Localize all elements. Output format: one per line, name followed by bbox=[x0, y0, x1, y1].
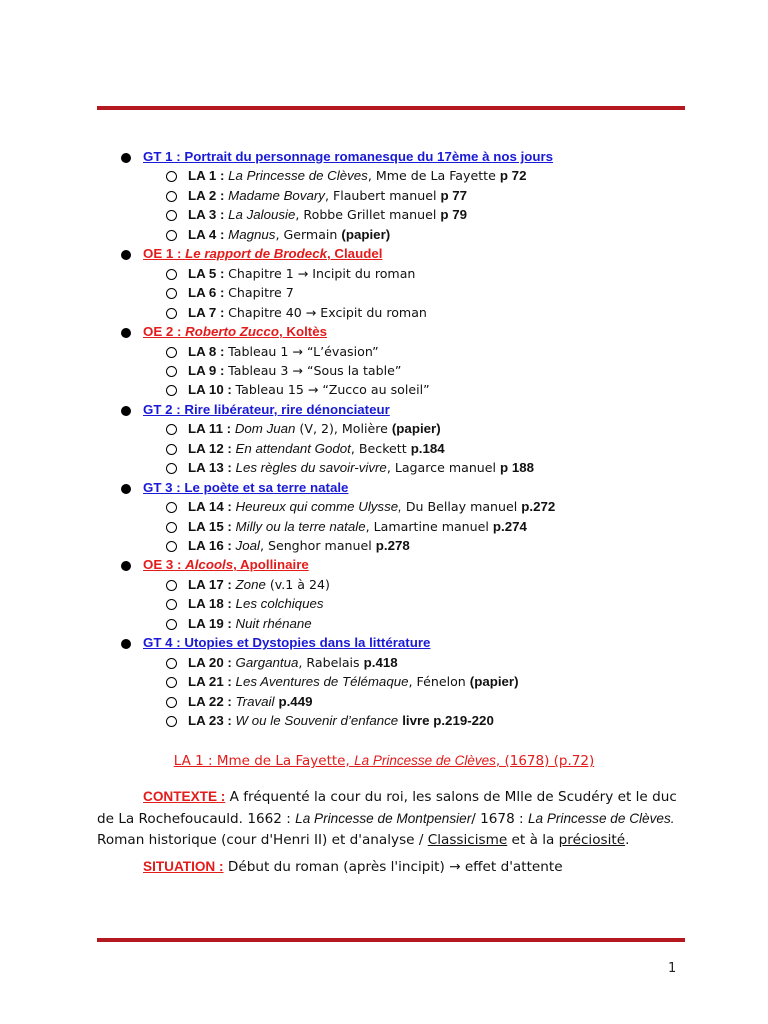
hollow-bullet-icon bbox=[166, 658, 177, 669]
hollow-bullet-icon bbox=[166, 541, 177, 552]
hollow-bullet-icon bbox=[166, 288, 177, 299]
list-item-text: LA 3 : La Jalousie, Robbe Grillet manuel p 79 bbox=[188, 207, 467, 223]
list-item-text: LA 6 : Chapitre 7 bbox=[188, 285, 294, 301]
list-item-text: LA 18 : Les colchiques bbox=[188, 596, 324, 612]
filled-bullet-icon bbox=[121, 561, 131, 571]
hollow-bullet-icon bbox=[166, 716, 177, 727]
list-item-text: GT 1 : Portrait du personnage romanesque du 17ème à nos jours bbox=[143, 149, 554, 164]
hollow-bullet-icon bbox=[166, 580, 177, 591]
hollow-bullet-icon bbox=[166, 269, 177, 280]
list-item-text: LA 5 : Chapitre 1 → Incipit du roman bbox=[188, 265, 416, 281]
hollow-bullet-icon bbox=[166, 424, 177, 435]
hollow-bullet-icon bbox=[166, 230, 177, 241]
header-rule bbox=[97, 106, 685, 110]
list-item-text: LA 16 : Joal, Senghor manuel p.278 bbox=[188, 538, 410, 553]
list-item-text: LA 4 : Magnus, Germain (papier) bbox=[188, 226, 391, 242]
hollow-bullet-icon bbox=[166, 697, 177, 708]
filled-bullet-icon bbox=[121, 250, 131, 260]
situation-label: SITUATION : bbox=[143, 859, 224, 874]
hollow-bullet-icon bbox=[166, 366, 177, 377]
list-item-text: LA 17 : Zone (v.1 à 24) bbox=[188, 576, 330, 592]
footer-rule bbox=[97, 938, 685, 942]
la1-title: LA 1 : Mme de La Fayette, La Princesse de Clèves, (1678) (p.72) bbox=[173, 753, 595, 769]
list-item-text: LA 13 : Les règles du savoir-vivre, Lagarce manuel p 188 bbox=[188, 460, 535, 476]
list-item-text: LA 1 : La Princesse de Clèves, Mme de La Fayette p 72 bbox=[188, 168, 527, 184]
list-item-text: LA 21 : Les Aventures de Télémaque, Fénelon (papier) bbox=[188, 674, 519, 690]
hollow-bullet-icon bbox=[166, 599, 177, 610]
list-item-text: LA 22 : Travail p.449 bbox=[188, 693, 313, 709]
hollow-bullet-icon bbox=[166, 522, 177, 533]
situation-paragraph: SITUATION : Début du roman (après l'incipit) → effet d'attente bbox=[143, 859, 563, 875]
list-item-text: GT 2 : Rire libérateur, rire dénonciateur bbox=[143, 401, 390, 417]
hollow-bullet-icon bbox=[166, 191, 177, 202]
list-item-text: LA 12 : En attendant Godot, Beckett p.184 bbox=[188, 440, 445, 456]
list-item-text: LA 2 : Madame Bovary, Flaubert manuel p 77 bbox=[188, 187, 468, 203]
list-item-text: OE 3 : Alcools, Apollinaire bbox=[143, 557, 309, 573]
filled-bullet-icon bbox=[121, 639, 131, 649]
hollow-bullet-icon bbox=[166, 385, 177, 396]
list-item-text: LA 14 : Heureux qui comme Ulysse, Du Bellay manuel p.272 bbox=[188, 499, 556, 515]
list-item-text: LA 15 : Milly ou la terre natale, Lamartine manuel p.274 bbox=[188, 518, 527, 534]
hollow-bullet-icon bbox=[166, 210, 177, 221]
list-item-text: LA 8 : Tableau 1 → “L’évasion” bbox=[188, 343, 379, 359]
list-item-text: LA 7 : Chapitre 40 → Excipit du roman bbox=[188, 304, 427, 320]
hollow-bullet-icon bbox=[166, 619, 177, 630]
list-item-text: LA 9 : Tableau 3 → “Sous la table” bbox=[188, 362, 402, 378]
hollow-bullet-icon bbox=[166, 171, 177, 182]
hollow-bullet-icon bbox=[166, 444, 177, 455]
list-item-text: LA 10 : Tableau 15 → “Zucco au soleil” bbox=[188, 382, 430, 398]
list-item-text: LA 11 : Dom Juan (V, 2), Molière (papier) bbox=[188, 421, 441, 437]
hollow-bullet-icon bbox=[166, 308, 177, 319]
list-item-text: LA 19 : Nuit rhénane bbox=[188, 615, 312, 631]
hollow-bullet-icon bbox=[166, 502, 177, 513]
contexte-label: CONTEXTE : bbox=[143, 789, 226, 804]
filled-bullet-icon bbox=[121, 153, 131, 163]
filled-bullet-icon bbox=[121, 484, 131, 494]
filled-bullet-icon bbox=[121, 328, 131, 338]
list-item-text: GT 4 : Utopies et Dystopies dans la littérature bbox=[143, 635, 431, 651]
list-item-text: LA 20 : Gargantua, Rabelais p.418 bbox=[188, 654, 398, 670]
list-item-text: OE 1 : Le rapport de Brodeck, Claudel bbox=[143, 246, 383, 262]
hollow-bullet-icon bbox=[166, 677, 177, 688]
hollow-bullet-icon bbox=[166, 463, 177, 474]
list-item-text: OE 2 : Roberto Zucco, Koltès bbox=[143, 324, 327, 340]
list-item-text: GT 3 : Le poète et sa terre natale bbox=[143, 479, 349, 495]
filled-bullet-icon bbox=[121, 406, 131, 416]
hollow-bullet-icon bbox=[166, 347, 177, 358]
list-item-text: LA 23 : W ou le Souvenir d’enfance livre p.219-220 bbox=[188, 713, 494, 729]
contexte-paragraph: CONTEXTE : A fréquenté la cour du roi, les salons de Mlle de Scudéry et le duc de La Rochefoucauld. 1662 : La Princesse de Montpensier/ 1678 : La Princesse de Clèves. Roman historique (cour d'Henri II) et d'analyse / Classicisme et à la préciosité. bbox=[97, 789, 677, 848]
page-number: 1 bbox=[668, 961, 677, 976]
